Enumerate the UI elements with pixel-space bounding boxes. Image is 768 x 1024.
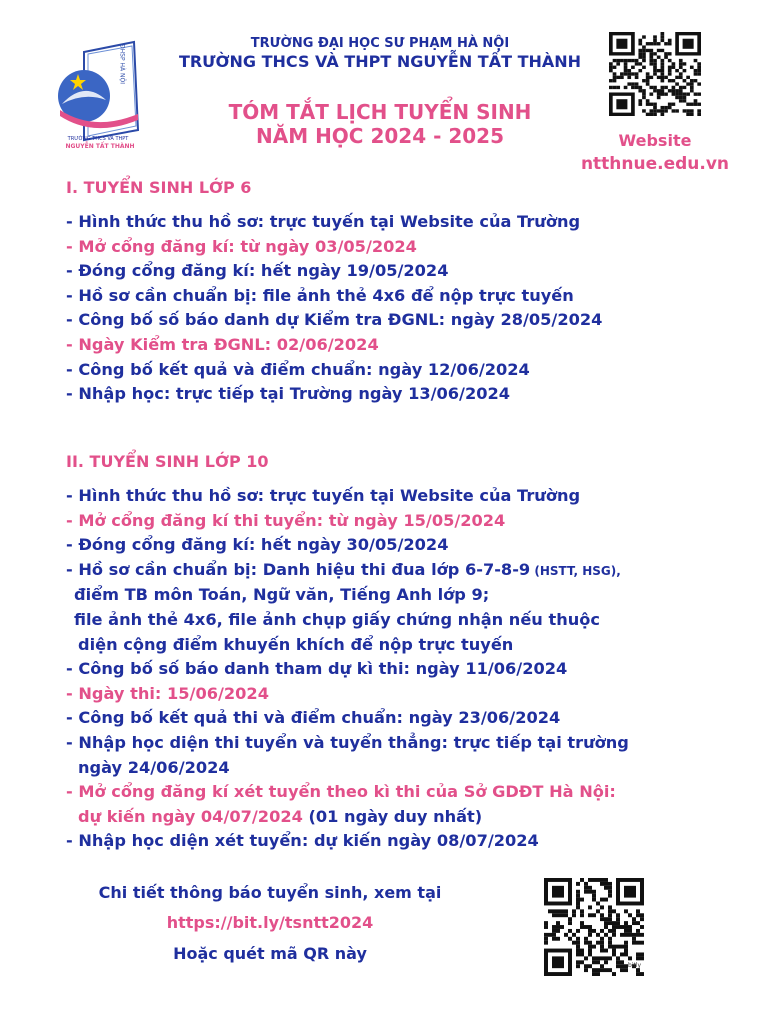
list-item: - Công bố kết quả và điểm chuẩn: ngày 12/06/2024 (66, 359, 530, 379)
list-item-continuation: file ảnh thẻ 4x6, file ảnh chụp giấy chứng nhận nếu thuộc (74, 609, 600, 629)
list-item: - Mở cổng đăng kí xét tuyển theo kì thi của Sở GDĐT Hà Nội: (66, 782, 616, 802)
list-item: - Nhập học: trực tiếp tại Trường ngày 13/06/2024 (66, 384, 511, 404)
qr-brand-tag: bitly (628, 962, 642, 969)
list-item: - Nhập học diện xét tuyển: dự kiến ngày 08/07/2024 (66, 831, 539, 851)
list-item: - Đóng cổng đăng kí: hết ngày 19/05/2024 (66, 261, 449, 281)
logo-vertical-text: ĐHSP HÀ NỘI (118, 44, 126, 84)
list-item-text: - Hồ sơ cần chuẩn bị: Danh hiệu thi đua lớp 6-7-8-9 (66, 559, 531, 579)
list-item-continuation (66, 805, 629, 830)
list-item: - Công bố kết quả thi và điểm chuẩn: ngày 23/06/2024 (66, 708, 561, 728)
list-item: - Đóng cổng đăng kí: hết ngày 30/05/2024 (66, 535, 449, 555)
list-item: - Hồ sơ cần chuẩn bị: file ảnh thẻ 4x6 để nộp trực tuyến (66, 285, 574, 305)
list-item-continuation: ngày 24/06/2024 (78, 757, 230, 777)
logo-ribbon-line1: TRƯỜNG THCS VÀ THPT (67, 136, 129, 142)
logo-ribbon-line2: NGUYỄN TẤT THÀNH (65, 143, 135, 150)
list-item: - Công bố số báo danh dự Kiểm tra ĐGNL: ngày 28/05/2024 (66, 310, 603, 330)
section-2-heading: II. TUYỂN SINH LỚP 10 (66, 452, 269, 471)
list-item-text: dự kiến ngày 04/07/2024 (78, 806, 303, 826)
school-name: TRƯỜNG THCS VÀ THPT NGUYỄN TẤT THÀNH (178, 52, 582, 71)
list-item-continuation: điểm TB môn Toán, Ngữ văn, Tiếng Anh lớp 9; (74, 585, 490, 605)
footer-link[interactable]: https://bit.ly/tsntt2024 (166, 913, 374, 932)
list-item: - Mở cổng đăng kí: từ ngày 03/05/2024 (66, 236, 417, 256)
footer-qr-text: Hoặc quét mã QR này (173, 944, 367, 963)
list-item-note: (01 ngày duy nhất) (302, 806, 483, 826)
page-title-line2: NĂM HỌC 2024 - 2025 (255, 124, 505, 148)
website-link[interactable]: ntthnue.edu.vn (580, 154, 730, 174)
list-item: - Nhập học diện thi tuyển và tuyển thẳng: trực tiếp tại trường (66, 732, 629, 752)
page-title-line1: TÓM TẮT LỊCH TUYỂN SINH (228, 100, 532, 124)
university-name: TRƯỜNG ĐẠI HỌC SƯ PHẠM HÀ NỘI (250, 36, 510, 51)
list-item-continuation: diện cộng điểm khuyến khích để nộp trực tuyến (78, 634, 514, 654)
website-label: Website (618, 131, 692, 150)
list-item: - Mở cổng đăng kí thi tuyển: từ ngày 15/05/2024 (66, 510, 506, 530)
list-item: - Ngày thi: 15/06/2024 (66, 683, 269, 703)
website-qr-code[interactable] (609, 32, 701, 116)
section-1-heading: I. TUYỂN SINH LỚP 6 (66, 178, 252, 197)
list-item: - Hình thức thu hồ sơ: trực tuyến tại Website của Trường (66, 212, 581, 231)
section-2-list (66, 484, 629, 854)
school-logo (54, 40, 146, 152)
list-item: - Ngày Kiểm tra ĐGNL: 02/06/2024 (66, 334, 379, 354)
list-item: - Công bố số báo danh tham dự kì thi: ngày 11/06/2024 (66, 659, 568, 679)
list-item (66, 558, 629, 584)
list-item: - Hình thức thu hồ sơ: trực tuyến tại Website của Trường (66, 486, 581, 505)
section-1-list (66, 210, 602, 407)
list-item-note: (HSTT, HSG), (530, 563, 621, 578)
footer-info-text: Chi tiết thông báo tuyển sinh, xem tại (98, 883, 442, 902)
